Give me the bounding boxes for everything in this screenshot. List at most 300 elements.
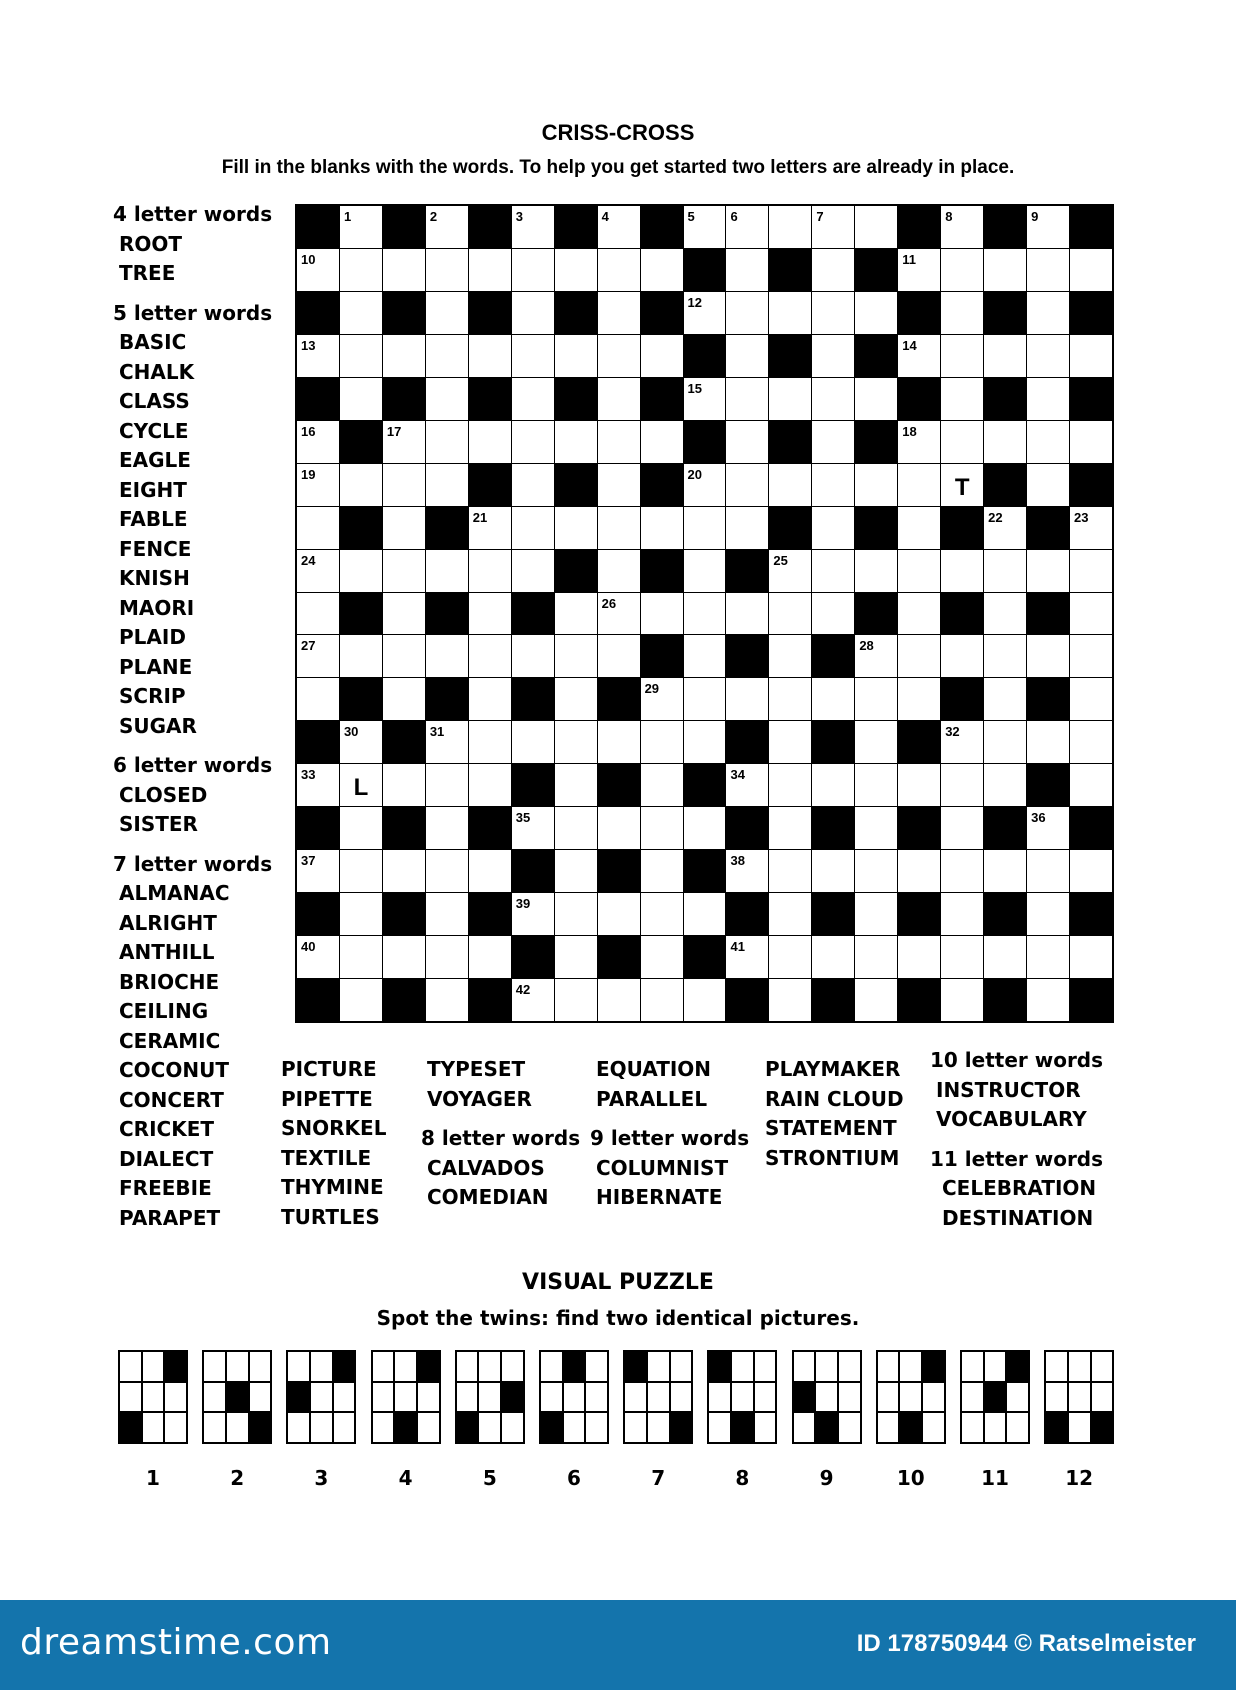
grid-cell[interactable] xyxy=(512,807,554,849)
grid-cell[interactable] xyxy=(297,335,339,377)
grid-cell[interactable] xyxy=(812,206,854,248)
grid-cell[interactable] xyxy=(855,850,897,892)
grid-cell[interactable] xyxy=(726,678,768,720)
grid-cell[interactable] xyxy=(769,292,811,334)
grid-cell[interactable] xyxy=(469,421,511,463)
grid-cell[interactable] xyxy=(426,335,468,377)
grid-cell[interactable] xyxy=(898,335,940,377)
grid-cell[interactable] xyxy=(340,550,382,592)
grid-cell[interactable] xyxy=(1027,721,1069,763)
grid-cell[interactable] xyxy=(555,335,597,377)
grid-cell[interactable] xyxy=(769,850,811,892)
grid-cell[interactable] xyxy=(598,249,640,291)
picture-option[interactable] xyxy=(1044,1350,1112,1490)
grid-cell[interactable] xyxy=(555,635,597,677)
black-cell xyxy=(898,979,940,1021)
grid-cell[interactable] xyxy=(1070,421,1112,463)
grid-cell[interactable] xyxy=(684,206,726,248)
grid-cell[interactable] xyxy=(898,936,940,978)
grid-cell[interactable] xyxy=(769,936,811,978)
grid-cell[interactable] xyxy=(383,550,425,592)
grid-cell[interactable] xyxy=(297,850,339,892)
grid-cell[interactable] xyxy=(684,464,726,506)
grid-cell[interactable] xyxy=(898,764,940,806)
grid-cell[interactable] xyxy=(684,593,726,635)
grid-cell[interactable] xyxy=(383,335,425,377)
grid-cell[interactable] xyxy=(598,635,640,677)
grid-cell[interactable] xyxy=(512,893,554,935)
grid-cell[interactable] xyxy=(726,292,768,334)
grid-cell[interactable] xyxy=(726,249,768,291)
grid-cell[interactable] xyxy=(769,721,811,763)
grid-cell[interactable] xyxy=(297,421,339,463)
grid-cell[interactable] xyxy=(941,421,983,463)
grid-cell[interactable] xyxy=(1027,635,1069,677)
grid-cell[interactable] xyxy=(426,635,468,677)
grid-cell[interactable] xyxy=(512,635,554,677)
grid-cell[interactable] xyxy=(469,850,511,892)
grid-cell[interactable] xyxy=(1070,678,1112,720)
grid-cell[interactable] xyxy=(769,678,811,720)
grid-cell[interactable] xyxy=(812,593,854,635)
black-cell xyxy=(512,678,554,720)
grid-cell[interactable] xyxy=(1070,721,1112,763)
grid-cell[interactable] xyxy=(340,206,382,248)
grid-cell[interactable] xyxy=(769,593,811,635)
grid-cell[interactable] xyxy=(812,249,854,291)
grid-cell[interactable] xyxy=(1070,249,1112,291)
grid-cell[interactable] xyxy=(1027,249,1069,291)
grid-cell[interactable] xyxy=(340,249,382,291)
grid-cell[interactable] xyxy=(297,635,339,677)
grid-cell[interactable] xyxy=(855,206,897,248)
word: PLAID xyxy=(119,625,186,649)
clue-number: 21 xyxy=(472,509,488,525)
grid-cell[interactable] xyxy=(512,206,554,248)
grid-cell[interactable] xyxy=(297,249,339,291)
grid-cell[interactable] xyxy=(426,721,468,763)
grid-cell[interactable] xyxy=(598,807,640,849)
grid-cell[interactable] xyxy=(726,593,768,635)
grid-cell[interactable] xyxy=(340,979,382,1021)
grid-cell[interactable] xyxy=(855,378,897,420)
grid-cell[interactable] xyxy=(512,335,554,377)
grid-cell[interactable] xyxy=(812,335,854,377)
grid-cell[interactable] xyxy=(984,635,1026,677)
grid-cell[interactable] xyxy=(726,764,768,806)
black-cell xyxy=(598,936,640,978)
grid-cell[interactable] xyxy=(1070,850,1112,892)
word: STRONTIUM xyxy=(765,1145,900,1170)
black-cell xyxy=(726,979,768,1021)
grid-cell[interactable] xyxy=(726,464,768,506)
picture-option[interactable] xyxy=(371,1350,439,1490)
grid-cell[interactable] xyxy=(383,421,425,463)
grid-cell[interactable] xyxy=(898,421,940,463)
black-cell xyxy=(383,721,425,763)
grid-cell[interactable] xyxy=(1070,936,1112,978)
grid-cell[interactable] xyxy=(297,936,339,978)
grid-cell[interactable] xyxy=(1027,464,1069,506)
grid-cell[interactable] xyxy=(769,807,811,849)
grid-cell[interactable] xyxy=(555,936,597,978)
grid-cell[interactable] xyxy=(512,979,554,1021)
grid-cell[interactable] xyxy=(855,807,897,849)
clue-number: 24 xyxy=(301,552,316,568)
grid-cell[interactable] xyxy=(984,850,1026,892)
grid-cell[interactable] xyxy=(641,421,683,463)
grid-cell[interactable] xyxy=(297,764,339,806)
grid-cell[interactable] xyxy=(769,464,811,506)
grid-cell[interactable] xyxy=(555,850,597,892)
grid-cell[interactable] xyxy=(641,936,683,978)
grid-cell[interactable] xyxy=(383,764,425,806)
grid-cell[interactable] xyxy=(1070,635,1112,677)
grid-cell[interactable] xyxy=(1027,292,1069,334)
grid-cell[interactable] xyxy=(598,206,640,248)
grid-cell[interactable] xyxy=(855,764,897,806)
grid-cell[interactable] xyxy=(512,507,554,549)
word: SNORKEL xyxy=(281,1116,387,1140)
grid-cell[interactable] xyxy=(1027,550,1069,592)
grid-cell[interactable] xyxy=(383,678,425,720)
grid-cell[interactable] xyxy=(1027,421,1069,463)
grid-cell[interactable] xyxy=(555,764,597,806)
grid-cell[interactable] xyxy=(426,206,468,248)
grid-cell[interactable] xyxy=(984,593,1026,635)
grid-cell[interactable] xyxy=(641,807,683,849)
grid-cell[interactable] xyxy=(684,678,726,720)
grid-cell[interactable] xyxy=(855,678,897,720)
grid-cell[interactable] xyxy=(426,893,468,935)
grid-cell[interactable] xyxy=(297,550,339,592)
grid-cell[interactable] xyxy=(1070,764,1112,806)
picture-option[interactable] xyxy=(286,1350,354,1490)
grid-cell[interactable] xyxy=(512,464,554,506)
picture-option[interactable] xyxy=(202,1350,270,1490)
black-cell xyxy=(1070,206,1112,248)
grid-cell[interactable] xyxy=(855,550,897,592)
grid-cell[interactable] xyxy=(684,507,726,549)
grid-cell[interactable] xyxy=(1070,507,1112,549)
grid-cell[interactable] xyxy=(555,678,597,720)
grid-cell[interactable] xyxy=(469,936,511,978)
grid-cell[interactable] xyxy=(812,764,854,806)
grid-cell[interactable] xyxy=(641,678,683,720)
grid-cell[interactable] xyxy=(812,292,854,334)
grid-cell[interactable] xyxy=(941,378,983,420)
grid-cell[interactable] xyxy=(555,421,597,463)
grid-cell[interactable] xyxy=(941,249,983,291)
grid-cell[interactable] xyxy=(941,936,983,978)
grid-cell[interactable] xyxy=(598,421,640,463)
grid-cell[interactable] xyxy=(1027,335,1069,377)
grid-cell[interactable] xyxy=(684,979,726,1021)
picture-option[interactable] xyxy=(623,1350,691,1490)
grid-cell[interactable] xyxy=(512,421,554,463)
grid-cell[interactable] xyxy=(1070,593,1112,635)
grid-cell[interactable] xyxy=(340,635,382,677)
picture-option[interactable] xyxy=(792,1350,860,1490)
grid-cell[interactable] xyxy=(598,507,640,549)
grid-cell[interactable] xyxy=(598,292,640,334)
grid-cell[interactable] xyxy=(812,507,854,549)
grid-cell[interactable] xyxy=(598,335,640,377)
black-cell xyxy=(641,550,683,592)
grid-cell[interactable] xyxy=(555,893,597,935)
grid-cell[interactable] xyxy=(769,979,811,1021)
grid-cell[interactable] xyxy=(726,507,768,549)
word: FENCE xyxy=(119,536,192,561)
grid-cell[interactable] xyxy=(426,807,468,849)
grid-cell[interactable] xyxy=(555,507,597,549)
grid-cell[interactable] xyxy=(726,378,768,420)
grid-cell[interactable] xyxy=(726,421,768,463)
grid-cell[interactable] xyxy=(855,635,897,677)
grid-cell[interactable] xyxy=(426,550,468,592)
grid-cell[interactable] xyxy=(598,721,640,763)
grid-cell[interactable] xyxy=(941,721,983,763)
grid-cell[interactable] xyxy=(469,249,511,291)
grid-cell[interactable] xyxy=(1027,936,1069,978)
picture-option[interactable] xyxy=(539,1350,607,1490)
grid-cell[interactable] xyxy=(1027,979,1069,1021)
grid-cell[interactable] xyxy=(984,507,1026,549)
picture-option[interactable] xyxy=(118,1350,186,1490)
grid-cell[interactable] xyxy=(340,850,382,892)
grid-cell[interactable] xyxy=(726,936,768,978)
grid-cell[interactable] xyxy=(898,850,940,892)
clue-number: 1 xyxy=(343,209,352,224)
grid-cell[interactable] xyxy=(641,335,683,377)
word-group-header: 10 letter words xyxy=(930,1048,1104,1072)
grid-cell[interactable] xyxy=(684,378,726,420)
picture-option[interactable] xyxy=(707,1350,775,1490)
grid-cell[interactable] xyxy=(812,850,854,892)
grid-cell[interactable] xyxy=(426,464,468,506)
grid-cell[interactable] xyxy=(769,764,811,806)
grid-cell[interactable] xyxy=(684,635,726,677)
grid-cell[interactable] xyxy=(641,893,683,935)
grid-cell[interactable] xyxy=(769,378,811,420)
grid-cell[interactable] xyxy=(598,979,640,1021)
black-cell xyxy=(684,249,726,291)
grid-cell[interactable] xyxy=(383,249,425,291)
black-cell xyxy=(812,979,854,1021)
grid-cell[interactable] xyxy=(855,292,897,334)
black-cell xyxy=(340,678,382,720)
grid-cell[interactable] xyxy=(984,550,1026,592)
grid-cell[interactable] xyxy=(555,721,597,763)
grid-cell[interactable] xyxy=(855,979,897,1021)
grid-cell[interactable] xyxy=(641,249,683,291)
grid-cell[interactable] xyxy=(469,678,511,720)
grid-cell[interactable] xyxy=(598,550,640,592)
grid-cell[interactable] xyxy=(898,593,940,635)
grid-cell[interactable] xyxy=(984,936,1026,978)
grid-cell[interactable] xyxy=(684,893,726,935)
grid-cell[interactable] xyxy=(512,378,554,420)
grid-cell[interactable] xyxy=(1070,335,1112,377)
grid-cell[interactable] xyxy=(941,335,983,377)
grid-cell[interactable] xyxy=(898,249,940,291)
grid-cell[interactable] xyxy=(941,807,983,849)
grid-cell[interactable] xyxy=(383,635,425,677)
grid-cell[interactable] xyxy=(941,206,983,248)
grid-cell[interactable] xyxy=(898,507,940,549)
grid-cell[interactable] xyxy=(941,979,983,1021)
grid-cell[interactable] xyxy=(941,550,983,592)
grid-cell[interactable] xyxy=(898,550,940,592)
grid-cell[interactable] xyxy=(426,936,468,978)
grid-cell[interactable] xyxy=(426,421,468,463)
grid-cell[interactable] xyxy=(855,464,897,506)
grid-cell[interactable] xyxy=(684,292,726,334)
grid-cell[interactable] xyxy=(598,378,640,420)
grid-cell[interactable] xyxy=(1027,807,1069,849)
grid-cell[interactable] xyxy=(383,850,425,892)
grid-cell[interactable] xyxy=(984,721,1026,763)
grid-cell[interactable] xyxy=(984,249,1026,291)
grid-cell[interactable] xyxy=(941,292,983,334)
grid-cell[interactable] xyxy=(1027,893,1069,935)
grid-cell[interactable] xyxy=(426,249,468,291)
word: CRICKET xyxy=(119,1117,214,1141)
grid-cell[interactable] xyxy=(941,635,983,677)
grid-cell[interactable] xyxy=(555,249,597,291)
grid-cell[interactable] xyxy=(426,850,468,892)
grid-cell[interactable] xyxy=(340,764,382,806)
grid-cell[interactable] xyxy=(426,764,468,806)
grid-cell[interactable] xyxy=(340,721,382,763)
grid-cell[interactable] xyxy=(941,893,983,935)
grid-cell[interactable] xyxy=(812,421,854,463)
grid-cell[interactable] xyxy=(941,850,983,892)
grid-cell[interactable] xyxy=(598,593,640,635)
grid-cell[interactable] xyxy=(684,807,726,849)
grid-cell[interactable] xyxy=(297,593,339,635)
black-cell xyxy=(684,936,726,978)
grid-cell[interactable] xyxy=(769,550,811,592)
grid-cell[interactable] xyxy=(726,850,768,892)
grid-cell[interactable] xyxy=(1070,550,1112,592)
grid-cell[interactable] xyxy=(641,721,683,763)
grid-cell[interactable] xyxy=(855,721,897,763)
grid-cell[interactable] xyxy=(984,764,1026,806)
black-cell xyxy=(769,421,811,463)
grid-cell[interactable] xyxy=(340,893,382,935)
grid-cell[interactable] xyxy=(469,550,511,592)
grid-cell[interactable] xyxy=(684,721,726,763)
grid-cell[interactable] xyxy=(684,550,726,592)
grid-cell[interactable] xyxy=(769,635,811,677)
grid-cell[interactable] xyxy=(340,464,382,506)
picture-option[interactable] xyxy=(876,1350,944,1490)
picture-number: 5 xyxy=(482,1466,497,1490)
grid-cell[interactable] xyxy=(812,550,854,592)
grid-cell[interactable] xyxy=(469,507,511,549)
grid-cell[interactable] xyxy=(769,893,811,935)
grid-cell[interactable] xyxy=(941,764,983,806)
grid-cell[interactable] xyxy=(426,979,468,1021)
grid-cell[interactable] xyxy=(555,979,597,1021)
black-cell xyxy=(340,593,382,635)
grid-cell[interactable] xyxy=(812,678,854,720)
grid-cell[interactable] xyxy=(598,893,640,935)
grid-cell[interactable] xyxy=(898,678,940,720)
grid-cell[interactable] xyxy=(898,464,940,506)
grid-cell[interactable] xyxy=(340,936,382,978)
grid-cell[interactable] xyxy=(1027,206,1069,248)
grid-cell[interactable] xyxy=(426,378,468,420)
grid-cell[interactable] xyxy=(340,378,382,420)
grid-cell[interactable] xyxy=(641,593,683,635)
grid-cell[interactable] xyxy=(383,936,425,978)
grid-cell[interactable] xyxy=(512,550,554,592)
grid-cell[interactable] xyxy=(512,292,554,334)
grid-cell[interactable] xyxy=(383,464,425,506)
grid-cell[interactable] xyxy=(297,464,339,506)
grid-cell[interactable] xyxy=(984,421,1026,463)
picture-option[interactable] xyxy=(960,1350,1028,1490)
grid-cell[interactable] xyxy=(984,335,1026,377)
black-cell xyxy=(941,593,983,635)
grid-cell[interactable] xyxy=(641,507,683,549)
grid-cell[interactable] xyxy=(512,721,554,763)
grid-cell[interactable] xyxy=(984,678,1026,720)
grid-cell[interactable] xyxy=(812,936,854,978)
grid-cell[interactable] xyxy=(469,335,511,377)
grid-cell[interactable] xyxy=(812,378,854,420)
picture-option[interactable] xyxy=(455,1350,523,1490)
grid-cell[interactable] xyxy=(469,721,511,763)
grid-cell[interactable] xyxy=(769,206,811,248)
grid-cell[interactable] xyxy=(598,464,640,506)
grid-cell[interactable] xyxy=(855,936,897,978)
grid-cell[interactable] xyxy=(469,593,511,635)
grid-cell[interactable] xyxy=(340,335,382,377)
grid-cell[interactable] xyxy=(641,979,683,1021)
grid-cell[interactable] xyxy=(1027,850,1069,892)
grid-cell[interactable] xyxy=(469,764,511,806)
crossword-grid xyxy=(295,204,1114,1023)
grid-cell[interactable] xyxy=(340,807,382,849)
grid-cell[interactable] xyxy=(512,249,554,291)
grid-cell[interactable] xyxy=(555,593,597,635)
grid-cell[interactable] xyxy=(726,335,768,377)
grid-cell[interactable] xyxy=(1027,378,1069,420)
grid-cell[interactable] xyxy=(383,593,425,635)
grid-cell[interactable] xyxy=(555,807,597,849)
grid-cell[interactable] xyxy=(641,764,683,806)
grid-cell[interactable] xyxy=(340,292,382,334)
grid-cell[interactable] xyxy=(469,635,511,677)
black-cell xyxy=(726,635,768,677)
grid-cell[interactable] xyxy=(941,464,983,506)
grid-cell[interactable] xyxy=(426,292,468,334)
black-cell xyxy=(641,464,683,506)
grid-cell[interactable] xyxy=(297,678,339,720)
grid-cell[interactable] xyxy=(383,507,425,549)
grid-cell[interactable] xyxy=(726,206,768,248)
word: DESTINATION xyxy=(942,1205,1094,1230)
grid-cell[interactable] xyxy=(297,507,339,549)
grid-cell[interactable] xyxy=(855,893,897,935)
clue-number: 19 xyxy=(301,466,316,482)
grid-cell[interactable] xyxy=(812,464,854,506)
grid-cell[interactable] xyxy=(641,850,683,892)
grid-cell[interactable] xyxy=(898,635,940,677)
